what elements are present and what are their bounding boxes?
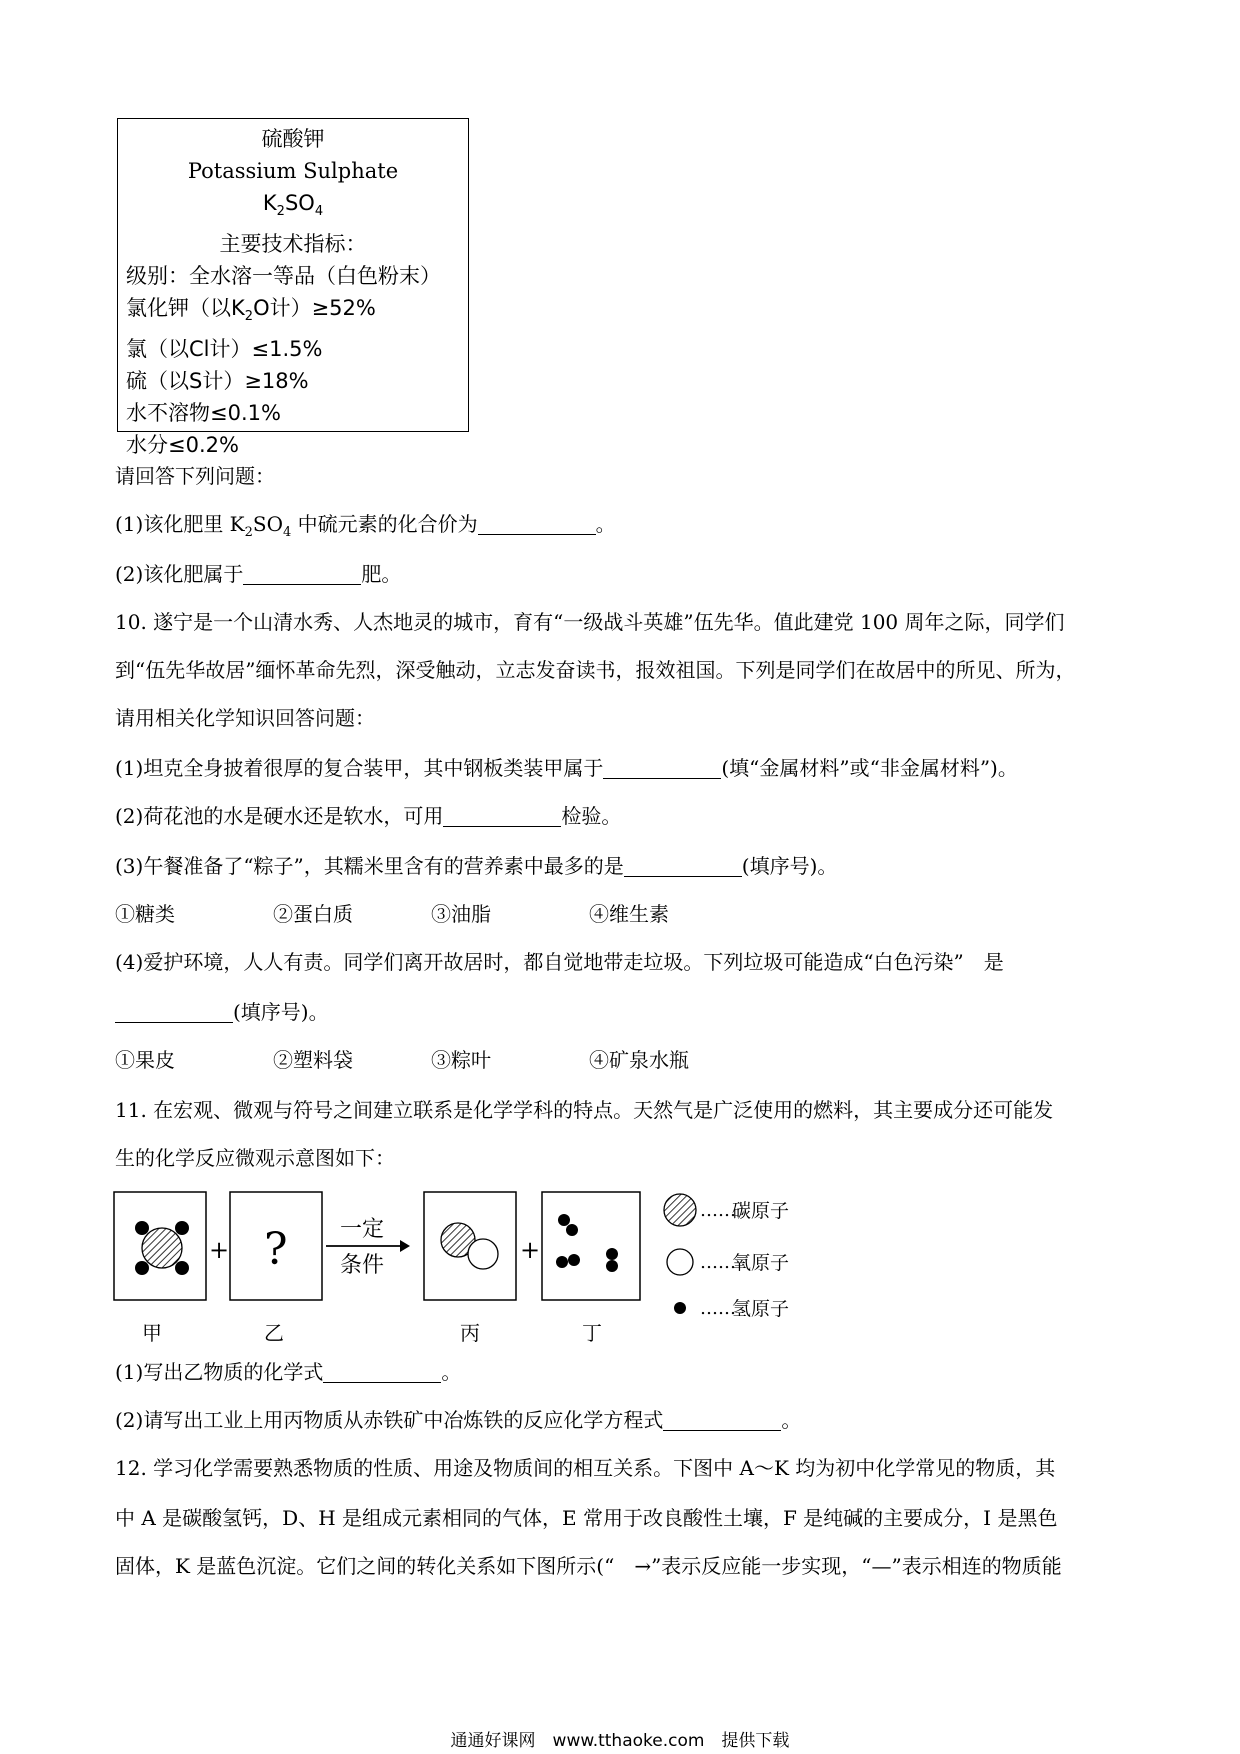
condition-top: 一定 <box>340 1217 385 1242</box>
answer-blank[interactable] <box>624 856 742 877</box>
molecule-jia <box>114 1192 206 1300</box>
arrow-head <box>400 1240 410 1252</box>
legend <box>664 1194 789 1320</box>
molecule-ding <box>542 1192 640 1300</box>
carbon-atom-icon <box>664 1194 696 1226</box>
condition-bottom: 条件 <box>340 1253 385 1278</box>
q11-part1: (1)写出乙物质的化学式 。 <box>115 1360 462 1384</box>
label-jia: 甲 <box>142 1321 162 1345</box>
option: ③油脂 <box>431 902 491 926</box>
label-yi: 乙 <box>264 1321 284 1345</box>
label-spec-grade: 级别：全水溶一等品（白色粉末） <box>126 264 441 289</box>
answer-blank[interactable] <box>115 1002 233 1023</box>
svg-text:……: …… <box>700 1200 736 1221</box>
q12-line2: 中 A 是碳酸氢钙，D、H 是组成元素相同的气体，E 常用于改良酸性土壤，F 是纯碱的主要成分，I 是黑色 <box>115 1506 1058 1530</box>
label-title-en: Potassium Sulphate <box>187 159 399 183</box>
oxygen-atom-icon <box>667 1249 693 1275</box>
option: ②塑料袋 <box>273 1048 353 1072</box>
legend-carbon: 碳原子 <box>732 1200 790 1222</box>
answer-blank[interactable] <box>443 806 561 827</box>
answer-blank[interactable] <box>663 1410 781 1431</box>
q10-line1: 10. 遂宁是一个山清水秀、人杰地灵的城市，育有“一级战斗英雄”伍先华。值此建党 100 周年之际，同学们 <box>115 610 1065 634</box>
q10-part3: (3)午餐准备了“粽子”，其糯米里含有的营养素中最多的是 (填序号)。 <box>115 854 838 878</box>
legend-hydrogen: 氢原子 <box>732 1298 790 1320</box>
option: ④矿泉水瓶 <box>589 1048 689 1072</box>
option: ②蛋白质 <box>273 902 353 926</box>
q9-intro: 请回答下列问题： <box>115 464 275 488</box>
label-spec-insoluble: 水不溶物≤0.1% <box>126 401 281 426</box>
label-ding: 丁 <box>582 1321 602 1345</box>
q10-part4-blank: (填序号)。 <box>115 998 329 1026</box>
label-spec-water: 水分≤0.2% <box>126 433 239 458</box>
reaction-diagram <box>112 1190 812 1350</box>
answer-blank[interactable] <box>243 564 361 585</box>
q10-part3-options <box>115 900 747 928</box>
molecule-bing <box>424 1192 516 1300</box>
q12-line1: 12. 学习化学需要熟悉物质的性质、用途及物质间的相互关系。下图中 A～K 均为初中化学常见的物质，其 <box>115 1456 1056 1480</box>
label-title-cn: 硫酸钾 <box>261 127 325 151</box>
svg-text:……: …… <box>700 1252 736 1273</box>
q10-line3: 请用相关化学知识回答问题： <box>115 706 375 730</box>
unknown-molecule: ? <box>264 1224 288 1275</box>
svg-text:……: …… <box>700 1298 736 1319</box>
answer-blank[interactable] <box>323 1362 441 1383</box>
label-formula: $K_2SO_4$ <box>262 191 324 220</box>
q12-line3: 固体，K 是蓝色沉淀。它们之间的转化关系如下图所示(“ →”表示反应能一步实现，“—”表示相连的物质能 <box>115 1554 1062 1578</box>
q10-part2: (2)荷花池的水是硬水还是软水，可用 检验。 <box>115 804 622 828</box>
legend-oxygen: 氧原子 <box>732 1252 790 1274</box>
q10-part4-options <box>115 1046 747 1074</box>
label-spec-heading: 主要技术指标： <box>219 232 367 257</box>
hydrogen-atom-icon <box>674 1302 686 1314</box>
page-footer: 通通好课网 www.tthaoke.com 提供下载 <box>450 1731 790 1751</box>
plus-sign: + <box>520 1236 541 1264</box>
option: ①糖类 <box>115 902 175 926</box>
answer-blank[interactable] <box>478 514 596 535</box>
option: ①果皮 <box>115 1048 175 1072</box>
fertilizer-label <box>117 118 469 458</box>
q9-part1: (1)该化肥里 $K_2SO_4$ 中硫元素的化合价为 。 <box>115 512 616 540</box>
q11-line1: 11. 在宏观、微观与符号之间建立联系是化学学科的特点。天然气是广泛使用的燃料，其主要成分还可能发 <box>115 1098 1054 1122</box>
q10-part4: (4)爱护环境，人人有责。同学们离开故居时，都自觉地带走垃圾。下列垃圾可能造成“白色污染” 是 <box>115 950 1004 974</box>
q11-part2: (2)请写出工业上用丙物质从赤铁矿中冶炼铁的反应化学方程式 。 <box>115 1408 802 1432</box>
option: ④维生素 <box>589 902 669 926</box>
label-spec-s: 硫（以S计）≥18% <box>126 369 309 394</box>
label-spec-k: 氯化钾（以$K_2O$计）≥52% <box>126 296 376 325</box>
q10-part1: (1)坦克全身披着很厚的复合装甲，其中钢板类装甲属于 (填“金属材料”或“非金属材料”)。 <box>115 756 1018 780</box>
q9-part2: (2)该化肥属于 肥。 <box>115 562 402 586</box>
q10-line2: 到“伍先华故居”缅怀革命先烈，深受触动，立志发奋读书，报效祖国。下列是同学们在故居中的所见、所为， <box>115 658 1076 682</box>
answer-blank[interactable] <box>603 758 721 779</box>
option: ③粽叶 <box>431 1048 491 1072</box>
q11-line2: 生的化学反应微观示意图如下： <box>115 1146 395 1170</box>
label-spec-cl: 氯（以Cl计）≤1.5% <box>126 337 323 362</box>
plus-sign: + <box>209 1236 230 1264</box>
label-bing: 丙 <box>460 1321 480 1345</box>
molecule-yi <box>230 1192 322 1300</box>
